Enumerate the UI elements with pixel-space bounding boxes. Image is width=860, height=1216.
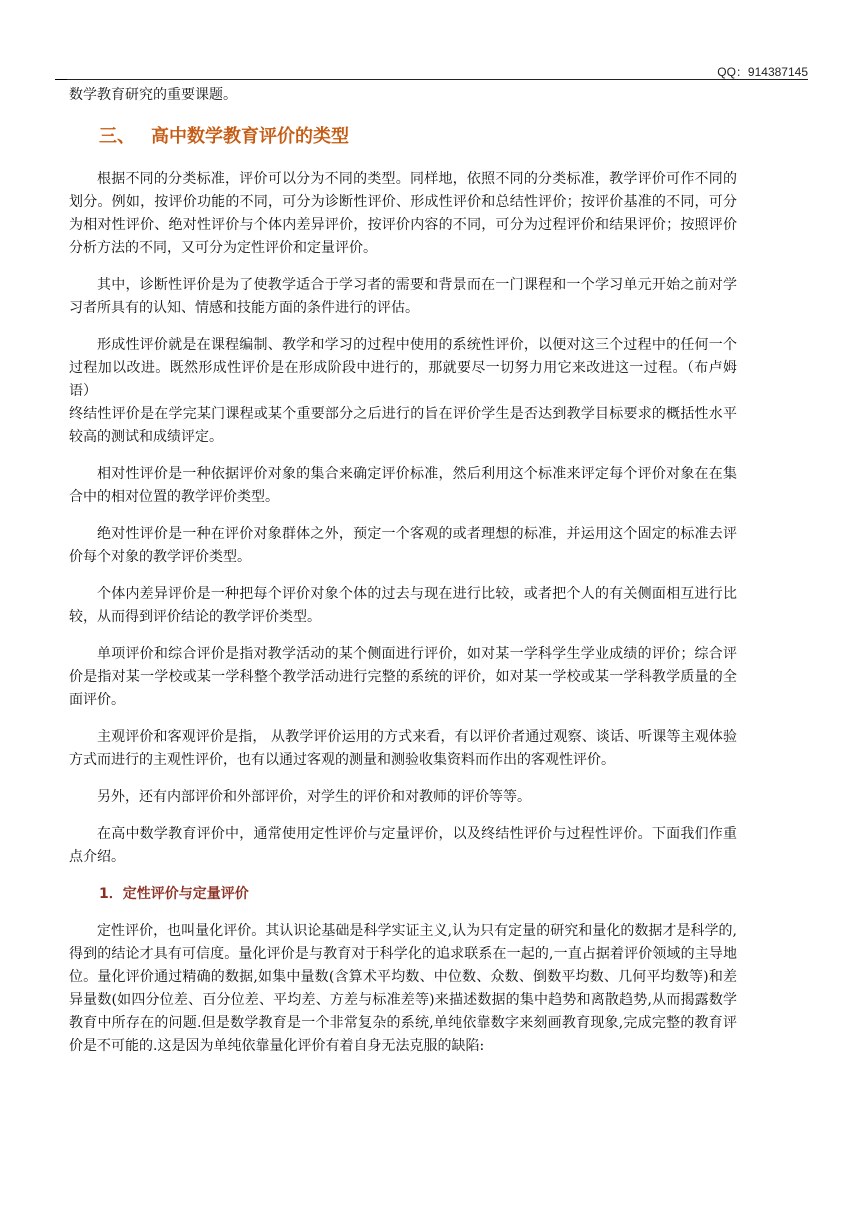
section-number: 三、 <box>99 126 135 147</box>
section-heading <box>99 125 737 148</box>
paragraph-focus: 在高中数学教育评价中，通常使用定性评价与定量评价，以及终结性评价与过程性评价。下面我们作重点介绍。 <box>69 826 737 865</box>
header-rule-tick <box>55 79 67 80</box>
paragraph-subjective-objective: 主观评价和客观评价是指， 从教学评价运用的方式来看，有以评价者通过观察、谈话、听课等主观体验方式而进行的主观性评价，也有以通过客观的测量和测验收集资料而作出的客观性评价。 <box>69 729 737 768</box>
header-qq: QQ：914387145 <box>717 65 808 79</box>
section-title: 高中数学教育评价的类型 <box>151 126 349 147</box>
paragraph-diagnostic: 其中，诊断性评价是为了使教学适合于学习者的需要和背景而在一门课程和一个学习单元开始之前对学习者所具有的认知、情感和技能方面的条件进行的评估。 <box>69 277 737 316</box>
paragraph-classification: 根据不同的分类标准，评价可以分为不同的类型。同样地，依照不同的分类标准，教学评价可作不同的划分。例如，按评价功能的不同，可分为诊断性评价、形成性评价和总结性评价；按评价基准的不同，可分为相对性评价、绝对性评价与个体内差异评价，按评价内容的不同，可分为过程评价和结果评价；按照评价分析方法的不同，又可分为定性评价和定量评价。 <box>69 171 737 256</box>
paragraph-single-comprehensive: 单项评价和综合评价是指对教学活动的某个侧面进行评价，如对某一学科学生学业成绩的评价；综合评价是指对某一学校或某一学科整个教学活动进行完整的系统的评价，如对某一学校或某一学科教学质量的全面评价。 <box>69 646 737 708</box>
header-rule <box>55 79 808 80</box>
paragraph-qualitative: 定性评价，也叫量化评价。其认识论基础是科学实证主义,认为只有定量的研究和量化的数据才是科学的,得到的结论才具有可信度。量化评价是与教育对于科学化的追求联系在一起的,一直占据着评价领域的主导地位。量化评价通过精确的数据,如集中量数(含算术平均数、中位数、众数、倒数平均数、几何平均数等)和差异量数(如四分位差、百分位差、平均差、方差与标准差等)来描述数据的集中趋势和离散趋势,从而揭露数学教育中所存在的问题.但是数学教育是一个非常复杂的系统,单纯依靠数字来刻画教育现象,完成完整的教育评价是不可能的.这是因为单纯依靠量化评价有着自身无法克服的缺陷: <box>69 923 737 1054</box>
subsection-heading: 1．定性评价与定量评价 <box>99 886 249 902</box>
paragraph-relative: 相对性评价是一种依据评价对象的集合来确定评价标准，然后利用这个标准来评定每个评价对象在在集合中的相对位置的教学评价类型。 <box>69 466 737 505</box>
paragraph-absolute: 绝对性评价是一种在评价对象群体之外，预定一个客观的或者理想的标准，并运用这个固定的标准去评价每个对象的教学评价类型。 <box>69 526 737 565</box>
paragraph-individual: 个体内差异评价是一种把每个评价对象个体的过去与现在进行比较，或者把个人的有关侧面相互进行比较，从而得到评价结论的教学评价类型。 <box>69 586 737 625</box>
paragraph-formative: 形成性评价就是在课程编制、教学和学习的过程中使用的系统性评价，以便对这三个过程中的任何一个过程加以改进。既然形成性评价是在形成阶段中进行的，那就要尽一切努力用它来改进这一过程。（布卢姆语） <box>69 337 737 399</box>
document-body <box>69 84 737 1072</box>
paragraph-other: 另外，还有内部评价和外部评价，对学生的评价和对教师的评价等等。 <box>97 789 531 805</box>
paragraph-summative: 终结性评价是在学完某门课程或某个重要部分之后进行的旨在评价学生是否达到教学目标要求的概括性水平较高的测试和成绩评定。 <box>69 406 737 445</box>
intro-tail: 数学教育研究的重要课题。 <box>69 87 237 103</box>
